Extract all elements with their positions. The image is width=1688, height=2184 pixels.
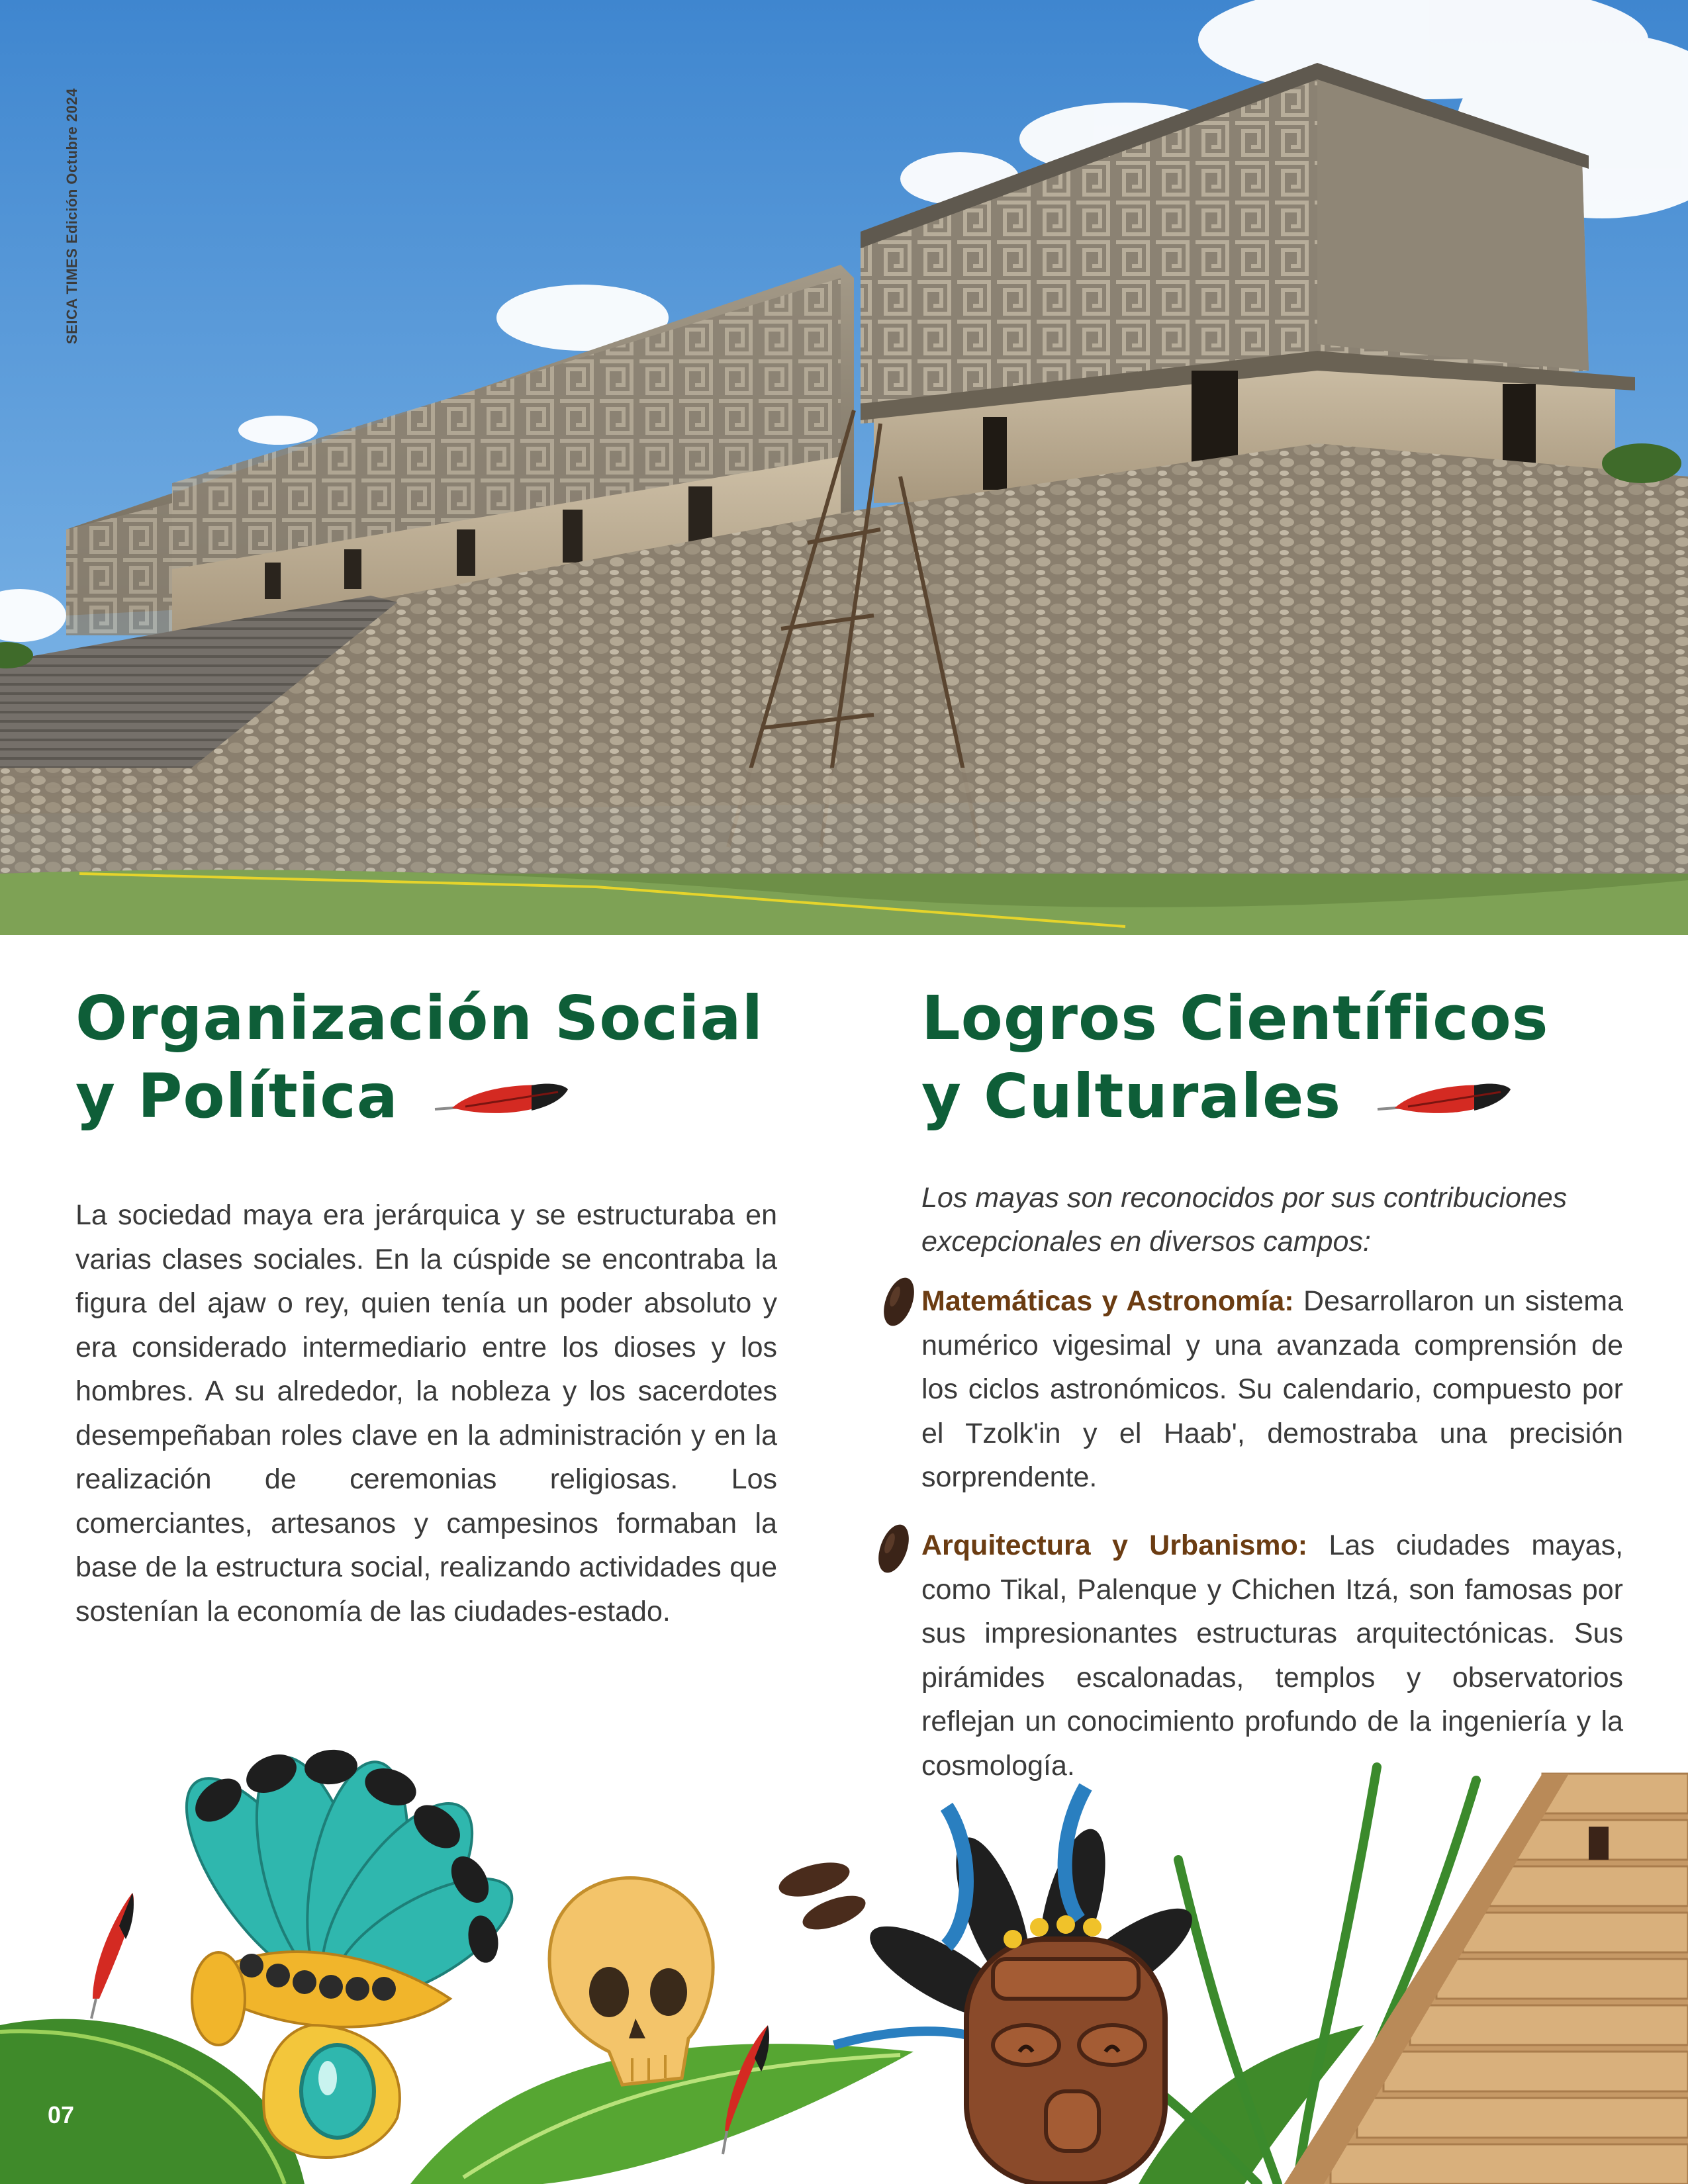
hero-photo: [0, 0, 1688, 935]
cacao-bean-icon: [775, 1856, 870, 1936]
achievements-intro: Los mayas son reconocidos por sus contribuciones excepcionales en diversos campos:: [921, 1182, 1568, 1257]
feather-icon: [1375, 1077, 1514, 1124]
heading-line-1: Logros Científicos: [921, 983, 1549, 1054]
maya-palace-photo: [0, 0, 1688, 935]
cacao-bean-icon: [880, 1274, 917, 1330]
cacao-bean-icon: [875, 1521, 912, 1576]
item-lead: Arquitectura y Urbanismo:: [921, 1529, 1308, 1561]
item-text: Las ciudades mayas, como Tikal, Palenque y Chichen Itzá, son famosas por sus impresionantes estructuras arquitectónicas. Sus pirámides escalonadas, templos y observatorios reflejan un conocimiento profundo de la ingeniería y la cosmología.: [921, 1529, 1624, 1782]
mask-icon: [834, 1787, 1205, 2184]
heading-line-2: y Culturales: [921, 1061, 1342, 1132]
list-item: [921, 1279, 1623, 1500]
heading-logros: [921, 979, 1650, 1136]
heading-social-politica: [75, 979, 843, 1136]
item-lead: Matemáticas y Astronomía:: [921, 1285, 1294, 1317]
social-organization-paragraph: La sociedad maya era jerárquica y se estructuraba en varias clases sociales. En la cúspide se encontraba la figura del ajaw o rey, quien tenía un poder absoluto y era considerado intermediario entre los dioses y los hombres. A su alrededor, la nobleza y los sacerdotes desempeñaban roles clave en la administración y en la realización de ceremonias religiosas. Los comerciantes, artesanos y campesinos formaban la base de la estructura social, realizando actividades que sostenían la economía de las ciudades-estado.: [75, 1199, 777, 1627]
edition-caption: SEICA TIMES Edición Octubre 2024: [64, 88, 80, 344]
heading-line-2: y Política: [75, 1061, 399, 1132]
pyramid-icon: [1284, 1774, 1688, 2184]
feather-icon: [91, 1893, 134, 2019]
item-text: Desarrollaron un sistema numérico vigesimal y una avanzada comprensión de los ciclos astronómicos. Su calendario, compuesto por el Tzolk'in y el Haab', demostraba una precisión sorprendente.: [921, 1285, 1623, 1493]
maya-illustration-band: [0, 1747, 1688, 2184]
page-number: 07: [48, 2101, 75, 2128]
heading-line-1: Organización Social: [75, 983, 764, 1054]
feather-icon: [432, 1077, 571, 1124]
